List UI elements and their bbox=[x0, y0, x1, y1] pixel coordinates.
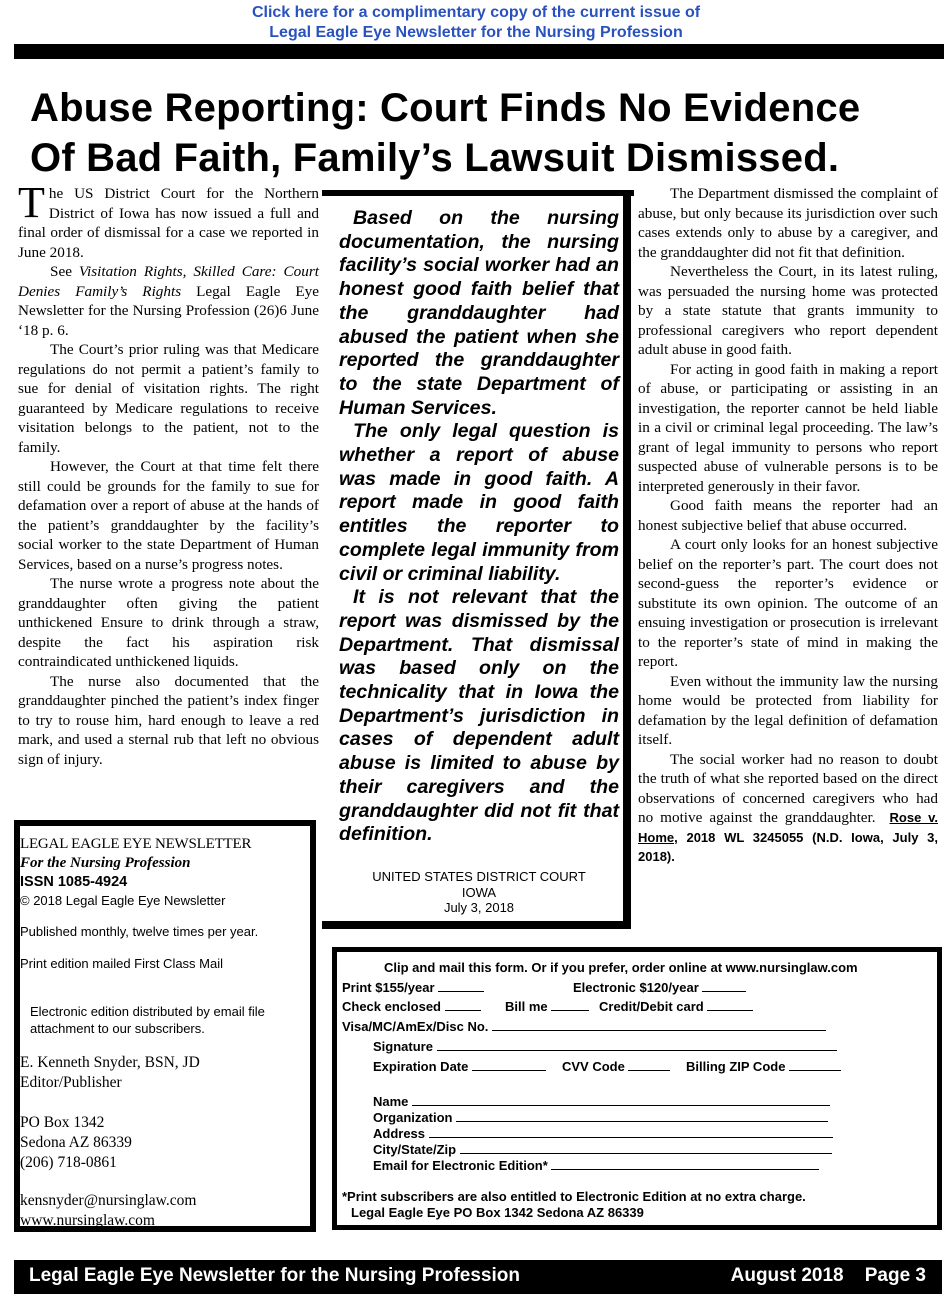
case-name: Rose v. Home, bbox=[638, 810, 938, 845]
signature-field[interactable] bbox=[373, 1039, 837, 1054]
electronic-option-blank[interactable] bbox=[702, 980, 746, 992]
publication-frequency: Published monthly, twelve times per year. bbox=[20, 924, 259, 939]
footer-page: Page 3 bbox=[864, 1265, 926, 1286]
signature-label: Signature bbox=[373, 1039, 433, 1054]
drop-cap: T bbox=[18, 178, 45, 227]
organization-field[interactable] bbox=[373, 1110, 828, 1125]
court-attribution bbox=[339, 869, 619, 916]
billing-zip-label: Billing ZIP Code bbox=[686, 1059, 786, 1074]
expiration-field[interactable] bbox=[373, 1059, 546, 1074]
header-rule bbox=[14, 44, 944, 59]
editor-block bbox=[20, 1053, 310, 1093]
court-state: IOWA bbox=[461, 884, 497, 900]
name-blank[interactable] bbox=[412, 1094, 830, 1106]
card-blank[interactable] bbox=[707, 999, 753, 1011]
article-paragraph bbox=[18, 178, 319, 262]
form-note: *Print subscribers are also entitled to Electronic Edition at no extra charge. bbox=[342, 1189, 806, 1204]
check-blank[interactable] bbox=[445, 999, 481, 1011]
billing-zip-blank[interactable] bbox=[789, 1059, 841, 1071]
article-paragraph: The nurse wrote a progress note about the granddaughter often giving the patient unthickened Ensure to drink through a straw, despite the fact his aspiration risk contraindicated unthickened liquids. bbox=[18, 575, 319, 670]
city-state-zip-label: City/State/Zip bbox=[373, 1142, 457, 1157]
address-field[interactable] bbox=[373, 1126, 833, 1141]
expiration-blank[interactable] bbox=[472, 1059, 546, 1071]
quote-side-rule bbox=[623, 196, 631, 921]
print-edition-note: Print edition mailed First Class Mail bbox=[20, 956, 224, 971]
promo-line-1[interactable]: Click here for a complimentary copy of the current issue of bbox=[251, 4, 701, 21]
article-paragraph bbox=[18, 262, 319, 340]
reference-title: Visitation Rights, Skilled Care: Court Denies Family’s Rights bbox=[18, 263, 319, 300]
masthead-box bbox=[14, 820, 316, 1232]
article-paragraph: The Court’s prior ruling was that Medicare regulations do not permit a patient’s family to sue for denial of visitation rights. The right guaranteed by Medicare regulations to receive visitation belongs to the patient, not to the family. bbox=[18, 341, 319, 456]
paragraph-text: The social worker had no reason to doubt the truth of what she reported based on the direct observations of concerned caregivers who had no motive against the granddaughter. bbox=[638, 750, 938, 826]
card-number-field[interactable] bbox=[342, 1019, 826, 1034]
email-label: Email for Electronic Edition* bbox=[373, 1158, 548, 1173]
headline-line-1: Abuse Reporting: Court Finds No Evidence bbox=[30, 86, 861, 130]
po-box: PO Box 1342 bbox=[20, 1114, 105, 1131]
print-option[interactable] bbox=[342, 980, 484, 995]
editor-role: Editor/Publisher bbox=[20, 1074, 122, 1091]
promo-line-2[interactable]: Legal Eagle Eye Newsletter for the Nursing Profession bbox=[269, 24, 683, 41]
footer-date: August 2018 bbox=[730, 1265, 844, 1286]
copyright: © 2018 Legal Eagle Eye Newsletter bbox=[20, 893, 226, 908]
footer-issue bbox=[731, 1265, 926, 1287]
article-paragraph bbox=[638, 750, 938, 867]
bill-blank[interactable] bbox=[551, 999, 589, 1011]
website-link[interactable]: www.nursinglaw.com bbox=[20, 1212, 155, 1229]
card-option[interactable] bbox=[599, 999, 753, 1014]
electronic-option[interactable] bbox=[573, 980, 746, 995]
court-name: UNITED STATES DISTRICT COURT bbox=[372, 869, 586, 884]
name-field[interactable] bbox=[373, 1094, 830, 1109]
card-number-blank[interactable] bbox=[492, 1019, 826, 1031]
bill-option[interactable] bbox=[505, 999, 589, 1014]
masthead-subtitle: For the Nursing Profession bbox=[20, 855, 191, 871]
headline-line-2: Of Bad Faith, Family’s Lawsuit Dismissed. bbox=[30, 136, 840, 180]
issn: ISSN 1085-4924 bbox=[20, 874, 128, 890]
signature-blank[interactable] bbox=[437, 1039, 837, 1051]
quote-paragraph: Based on the nursing documentation, the nursing facility’s social worker had an honest good faith belief that the granddaughter had abused the patient when she reported the granddaughter to the state Department of Human Services. bbox=[339, 207, 619, 419]
address-blank[interactable] bbox=[429, 1126, 833, 1138]
print-price-label: Print $155/year bbox=[342, 980, 435, 995]
masthead-title: LEGAL EAGLE EYE NEWSLETTER bbox=[20, 836, 252, 852]
bill-label: Bill me bbox=[505, 999, 548, 1014]
quote-bottom-rule bbox=[322, 921, 631, 929]
electronic-price-label: Electronic $120/year bbox=[573, 980, 699, 995]
phone: (206) 718-0861 bbox=[20, 1154, 117, 1171]
organization-label: Organization bbox=[373, 1110, 453, 1125]
print-option-blank[interactable] bbox=[438, 980, 484, 992]
case-reference: 2018 WL 3245055 (N.D. Iowa, July 3, 2018). bbox=[638, 829, 938, 864]
check-option[interactable] bbox=[342, 999, 481, 1014]
order-form bbox=[332, 947, 942, 1230]
cvv-field[interactable] bbox=[562, 1059, 670, 1074]
article-column-right bbox=[638, 184, 938, 867]
organization-blank[interactable] bbox=[456, 1110, 828, 1122]
address-label: Address bbox=[373, 1126, 426, 1141]
paragraph-text: he US District Court for the Northern District of Iowa has now issued a full and final order of dismissal for a case we reported in June 2018. bbox=[18, 185, 319, 261]
card-number-label: Visa/MC/AmEx/Disc No. bbox=[342, 1019, 489, 1034]
footer-publication: Legal Eagle Eye Newsletter for the Nursing Profession bbox=[29, 1265, 520, 1286]
city: Sedona AZ 86339 bbox=[20, 1134, 132, 1151]
pull-quote bbox=[339, 207, 619, 847]
form-mail-address: Legal Eagle Eye PO Box 1342 Sedona AZ 86339 bbox=[351, 1205, 644, 1220]
city-state-zip-field[interactable] bbox=[373, 1142, 832, 1157]
article-paragraph: A court only looks for an honest subjective belief on the reporter’s part. The court does not second-guess the reporter’s evidence or substitute its own opinion. The outcome of an ensuing investigation or prosecution is irrelevant to the reporter’s state of mind in making the report. bbox=[638, 536, 938, 670]
article-paragraph: The nurse also documented that the granddaughter pinched the patient’s index finger to try to rouse him, hard enough to leave a red mark, and used a sternal rub that left no obvious sign of injury. bbox=[18, 672, 319, 768]
page-footer bbox=[14, 1260, 942, 1294]
email-field[interactable] bbox=[373, 1158, 819, 1173]
court-date: July 3, 2018 bbox=[443, 900, 515, 915]
city-state-zip-blank[interactable] bbox=[460, 1142, 832, 1154]
email-link[interactable]: kensnyder@nursinglaw.com bbox=[20, 1192, 197, 1209]
article-paragraph: For acting in good faith in making a report of abuse, or participating or assisting in an investigation, the reporter cannot be held liable in a civil or criminal legal proceeding. The law’s grant of legal immunity to persons who report suspected abuse of vulnerable persons is to be interpreted generously in their favor. bbox=[638, 360, 938, 495]
cvv-blank[interactable] bbox=[628, 1059, 670, 1071]
paragraph-text: See bbox=[50, 263, 79, 280]
check-label: Check enclosed bbox=[342, 999, 441, 1014]
card-label: Credit/Debit card bbox=[599, 999, 704, 1014]
email-blank[interactable] bbox=[551, 1158, 819, 1170]
billing-zip-field[interactable] bbox=[686, 1059, 841, 1074]
article-column-left bbox=[18, 178, 319, 769]
editor-name: E. Kenneth Snyder, BSN, JD bbox=[20, 1054, 200, 1071]
article-paragraph: Nevertheless the Court, in its latest ruling, was persuaded the nursing home was protected by a state statute that grants immunity to professional caregivers who report dependent adult abuse in good faith. bbox=[638, 263, 938, 358]
article-headline bbox=[30, 83, 930, 183]
mailing-address bbox=[20, 1113, 310, 1173]
name-label: Name bbox=[373, 1094, 409, 1109]
quote-paragraph: It is not relevant that the report was dismissed by the Department. That dismissal was based only on the technicality that in Iowa the Department’s jurisdiction in cases of dependent adult abuse is limited to abuse by their caregivers and the granddaughter did not fit that definition. bbox=[339, 586, 619, 846]
cvv-label: CVV Code bbox=[562, 1059, 625, 1074]
article-paragraph: Even without the immunity law the nursing home would be protected from liability for defamation by the legal definition of defamation itself. bbox=[638, 672, 938, 748]
promo-link[interactable] bbox=[0, 3, 952, 43]
form-header: Clip and mail this form. Or if you prefer, order online at www.nursinglaw.com bbox=[384, 960, 858, 975]
article-paragraph: Good faith means the reporter had an honest subjective belief that abuse occurred. bbox=[638, 497, 938, 534]
expiration-label: Expiration Date bbox=[373, 1059, 469, 1074]
quote-paragraph: The only legal question is whether a report of abuse was made in good faith. A report made in good faith entitles the reporter to complete legal immunity from civil or criminal liability. bbox=[339, 420, 619, 585]
quote-top-rule bbox=[322, 190, 634, 196]
article-paragraph: The Department dismissed the complaint of abuse, but only because its jurisdiction over such cases extends only to abuse by a caregiver, and the granddaughter did not fit that definition. bbox=[638, 185, 938, 261]
paragraph-text: Legal Eagle Eye Newsletter for the Nursing Profession (26)6 June ‘18 p. 6. bbox=[18, 282, 319, 339]
article-paragraph: However, the Court at that time felt there still could be grounds for the family to sue for defamation over a report of abuse at the hands of the patient’s granddaughter by the facility’s social worker to the state Department of Human Services, based on a nurse’s progress notes. bbox=[18, 458, 319, 573]
contact-links bbox=[20, 1191, 310, 1231]
electronic-edition-note: Electronic edition distributed by email file attachment to our subscribers. bbox=[30, 1004, 265, 1036]
